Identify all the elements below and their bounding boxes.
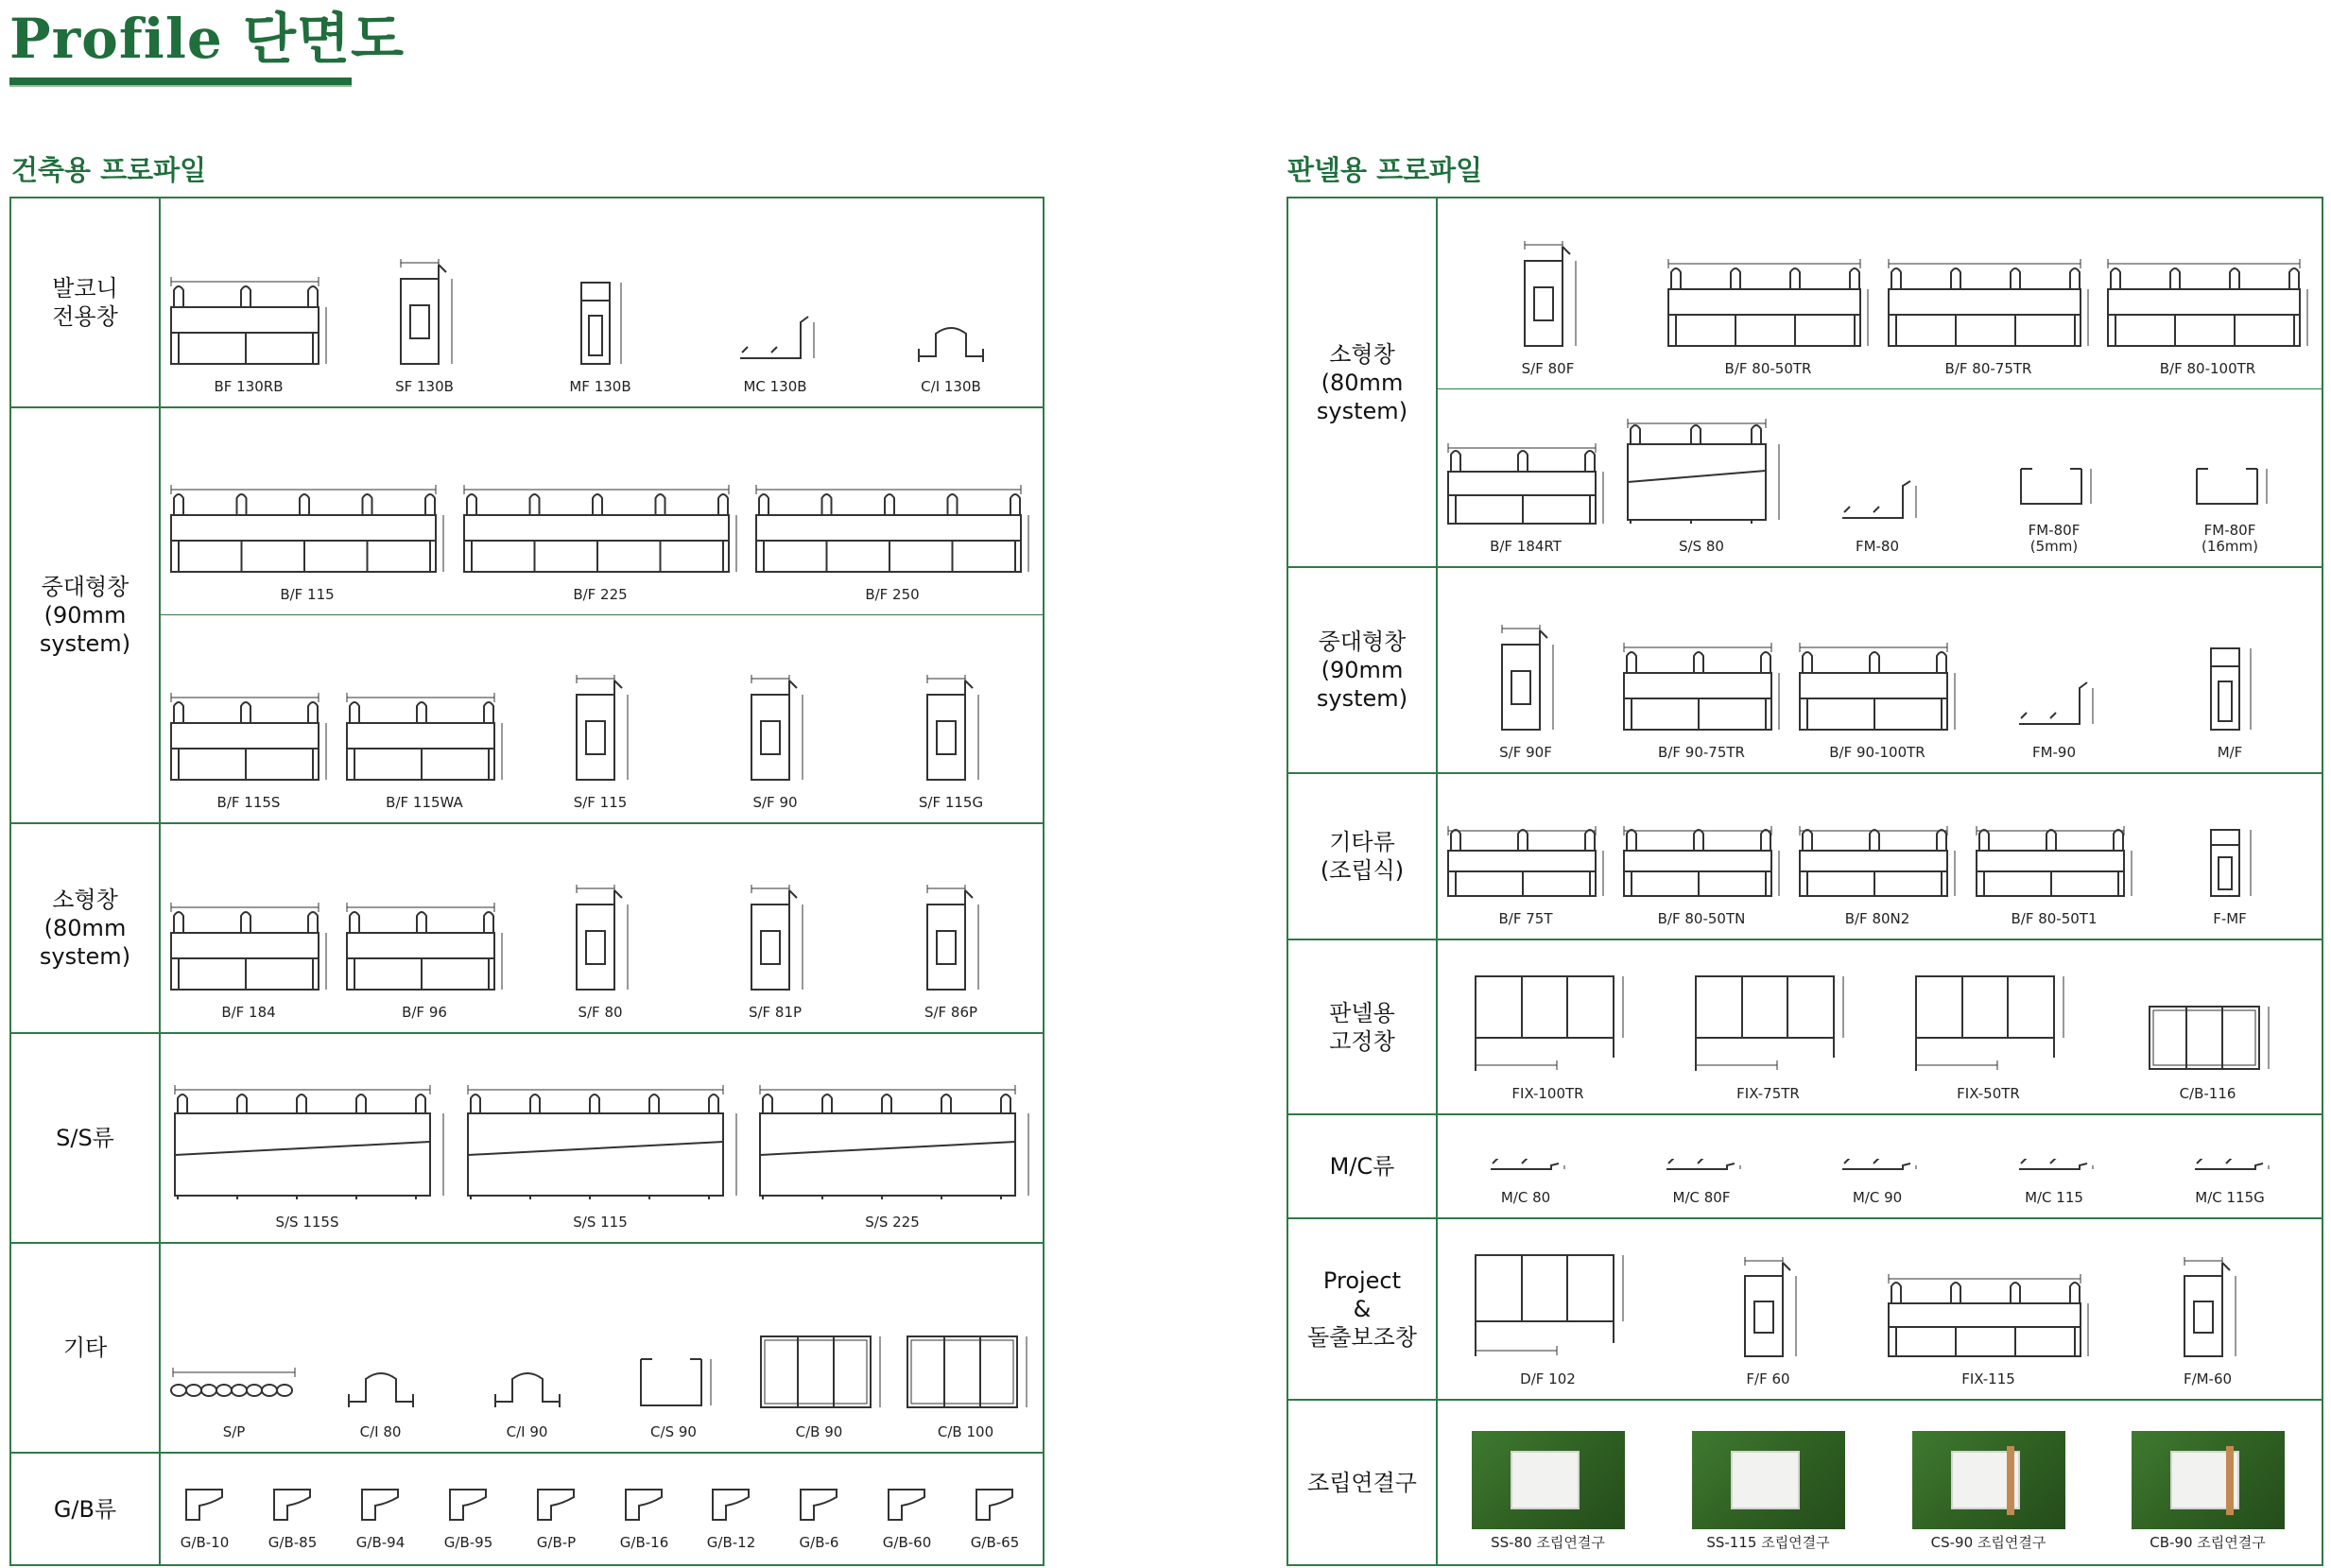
- profile-code-label: FIX-50TR: [1957, 1085, 2020, 1102]
- profile-code-label: FM-80F (5mm): [2028, 522, 2081, 555]
- profile-item: [1614, 823, 1789, 927]
- profile-item: [161, 482, 454, 603]
- profile-section-drawing: [2203, 820, 2256, 902]
- profile-group: [1438, 1115, 2322, 1217]
- profile-item: [2098, 256, 2318, 377]
- profile-code-label: D/F 102: [1520, 1370, 1576, 1387]
- profile-item: [337, 259, 512, 395]
- profile-section-drawing: [751, 1082, 1034, 1205]
- profile-section-drawing: [458, 1082, 742, 1205]
- profile-item: [454, 482, 747, 603]
- profile-code-label: CS-90 조립연결구: [1930, 1534, 2046, 1551]
- profile-item: [1658, 967, 1878, 1102]
- profile-section-drawing: [165, 1082, 449, 1205]
- profile-item: [863, 675, 1039, 811]
- profile-code-label: SS-80 조립연결구: [1491, 1534, 1605, 1551]
- profile-code-label: B/F 75T: [1498, 910, 1553, 927]
- profile-section-drawing: [391, 259, 458, 370]
- profile-code-label: F/F 60: [1746, 1370, 1790, 1387]
- profile-section-drawing: [631, 1335, 717, 1415]
- category-label: 발코니 전용창: [11, 198, 161, 406]
- profile-item: [1966, 823, 2142, 927]
- profile-section-drawing: [165, 274, 332, 370]
- profile-code-label: S/F 115G: [918, 794, 984, 811]
- profile-item: [1658, 1257, 1878, 1387]
- category-label: 중대형창 (90mm system): [11, 408, 161, 822]
- profile-section-drawing: [751, 482, 1034, 577]
- profile-section-drawing: [733, 302, 818, 370]
- profile-section-drawing: [1835, 467, 1920, 529]
- profile-section-drawing: [1908, 967, 2069, 1077]
- profile-section-drawing: [1442, 440, 1609, 529]
- profile-code-label: B/F 184RT: [1490, 538, 1562, 555]
- profile-section-drawing: [1468, 1246, 1629, 1362]
- profile-section-drawing: [1468, 967, 1629, 1077]
- category-row: [11, 1244, 1043, 1454]
- profile-section-drawing: [567, 675, 633, 785]
- profile-group: [1438, 774, 2322, 939]
- category-label: 소형창 (80mm system): [1288, 198, 1438, 566]
- profile-code-label: S/F 90F: [1499, 744, 1552, 761]
- category-row: [11, 198, 1043, 408]
- profile-item: [161, 274, 337, 395]
- profile-code-label: G/B-85: [268, 1534, 318, 1551]
- profile-item: [161, 1082, 454, 1231]
- category-row: [11, 1034, 1043, 1244]
- profile-code-label: MF 130B: [569, 378, 631, 395]
- profile-group: [161, 615, 1043, 822]
- category-row: [1288, 198, 2322, 568]
- profile-code-label: M/C 80F: [1672, 1189, 1731, 1206]
- profile-item: [687, 302, 863, 395]
- profile-section-drawing: [918, 675, 984, 785]
- profile-code-label: S/F 80F: [1521, 360, 1575, 377]
- profile-item: [746, 1082, 1039, 1231]
- profile-section-drawing: [1794, 640, 1960, 735]
- profile-section-drawing: [2175, 1257, 2241, 1362]
- profile-item: [2142, 820, 2318, 927]
- profile-code-label: FM-90: [2031, 744, 2077, 761]
- connector-photo: [1692, 1431, 1845, 1529]
- profile-section-drawing: [881, 1482, 934, 1525]
- profile-code-label: FM-80F (16mm): [2201, 522, 2258, 555]
- profile-item: [1966, 1159, 2142, 1206]
- profile-code-label: FIX-75TR: [1736, 1085, 1800, 1102]
- category-row: [1288, 1401, 2322, 1564]
- profile-code-label: M/C 115G: [2195, 1189, 2265, 1206]
- profile-section-drawing: [918, 885, 984, 995]
- profile-code-label: B/F 80-50TN: [1657, 910, 1746, 927]
- profile-section-drawing: [165, 900, 332, 995]
- profile-code-label: G/B-P: [536, 1534, 577, 1551]
- profile-code-label: B/F 90-100TR: [1829, 744, 1925, 761]
- category-row: [1288, 1115, 2322, 1219]
- profile-section-drawing: [1688, 967, 1849, 1077]
- profile-section-drawing: [1794, 823, 1960, 902]
- profile-item: [600, 1482, 688, 1551]
- profile-code-label: B/F 115: [280, 586, 335, 603]
- profile-item: [1966, 450, 2142, 555]
- profile-code-label: S/F 90: [752, 794, 798, 811]
- profile-group: [1438, 1401, 2322, 1562]
- profile-section-drawing: [1663, 256, 1873, 352]
- profile-item: [1789, 640, 1965, 761]
- profile-section-drawing: [1883, 1271, 2094, 1362]
- profile-section-drawing: [1659, 1159, 1744, 1180]
- profile-section-drawing: [341, 900, 508, 995]
- profile-section-drawing: [341, 690, 508, 785]
- profile-code-label: S/F 115: [573, 794, 628, 811]
- profile-item: [1614, 416, 1789, 555]
- profile-item: [863, 314, 1039, 395]
- profile-section-drawing: [2102, 256, 2313, 352]
- profile-section-drawing: [793, 1482, 846, 1525]
- profile-section-drawing: [1442, 823, 1609, 902]
- profile-section-drawing: [490, 1359, 565, 1415]
- profile-section-drawing: [618, 1482, 671, 1525]
- profile-code-label: C/B 100: [937, 1423, 994, 1440]
- profile-section-drawing: [2012, 1159, 2097, 1180]
- profile-section-drawing: [2187, 1159, 2272, 1180]
- left-section-heading: 건축용 프로파일: [11, 154, 207, 186]
- profile-item: [1878, 1271, 2098, 1387]
- profile-section-drawing: [530, 1482, 583, 1525]
- profile-code-label: C/I 80: [359, 1423, 402, 1440]
- profile-code-label: B/F 80N2: [1844, 910, 1910, 927]
- profile-section-drawing: [1618, 416, 1785, 529]
- profile-section-drawing: [1618, 823, 1785, 902]
- category-label: Project & 돌출보조창: [1288, 1219, 1438, 1399]
- category-label: 조립연결구: [1288, 1401, 1438, 1564]
- profile-item: [249, 1482, 337, 1551]
- profile-item: [2098, 989, 2318, 1102]
- category-row: [11, 408, 1043, 824]
- profile-group: [1438, 389, 2322, 566]
- profile-section-drawing: [458, 482, 742, 577]
- profile-item: [863, 1482, 951, 1551]
- profile-group: [1438, 198, 2322, 389]
- profile-section-drawing: [343, 1359, 419, 1415]
- profile-group: [161, 824, 1043, 1032]
- profile-code-label: G/B-12: [706, 1534, 756, 1551]
- category-label: G/B류: [11, 1454, 161, 1564]
- profile-code-label: G/B-10: [180, 1534, 230, 1551]
- profile-section-drawing: [1735, 1257, 1802, 1362]
- profile-code-label: B/F 80-50TR: [1724, 360, 1812, 377]
- profile-item: [951, 1482, 1039, 1551]
- profile-group: [1438, 568, 2322, 772]
- title-underline: [9, 78, 352, 85]
- profile-item: [1658, 256, 1878, 377]
- profile-code-label: M/C 80: [1500, 1189, 1551, 1206]
- profile-code-label: M/C 115: [2025, 1189, 2083, 1206]
- profile-item: [512, 675, 688, 811]
- category-row: [1288, 774, 2322, 940]
- profile-section-drawing: [165, 482, 449, 577]
- profile-item: [1878, 256, 2098, 377]
- profile-section-drawing: [2012, 450, 2097, 513]
- connector-photo: [1472, 1431, 1625, 1529]
- profile-item: [161, 690, 337, 811]
- profile-code-label: G/B-94: [355, 1534, 406, 1551]
- profile-item: [1438, 241, 1658, 377]
- profile-section-drawing: [1493, 625, 1559, 735]
- profile-code-label: S/P: [222, 1423, 246, 1440]
- category-row: [11, 824, 1043, 1034]
- profile-item: [1878, 967, 2098, 1102]
- profile-item: [161, 900, 337, 1021]
- category-row: [1288, 568, 2322, 774]
- profile-item: [746, 482, 1039, 603]
- profile-section-drawing: [574, 271, 627, 370]
- profile-item: [1966, 667, 2142, 761]
- title-underline-shadow: [9, 85, 352, 87]
- profile-code-label: F/M-60: [2183, 1370, 2233, 1387]
- profile-item: [1789, 467, 1965, 555]
- profile-item: [600, 1335, 747, 1440]
- panel-profile-table: [1286, 197, 2323, 1566]
- profile-code-label: S/S 115S: [275, 1214, 339, 1231]
- profile-section-drawing: [2012, 667, 2097, 735]
- category-label: 기타: [11, 1244, 161, 1452]
- profile-code-label: F-MF: [2213, 910, 2247, 927]
- right-section-heading: 판넬용 프로파일: [1287, 154, 1483, 186]
- profile-section-drawing: [1483, 1159, 1568, 1180]
- category-row: [1288, 1219, 2322, 1401]
- profile-section-drawing: [165, 1353, 302, 1415]
- profile-code-label: B/F 115WA: [386, 794, 463, 811]
- profile-section-drawing: [742, 675, 808, 785]
- profile-group: [161, 1244, 1043, 1452]
- profile-code-label: S/S 225: [865, 1214, 920, 1231]
- profile-code-label: B/F 184: [221, 1004, 276, 1021]
- profile-code-label: B/F 90-75TR: [1658, 744, 1745, 761]
- profile-item: [337, 900, 512, 1021]
- profile-item: [1438, 823, 1614, 927]
- profile-code-label: C/B-116: [2179, 1085, 2236, 1102]
- profile-code-label: FIX-115: [1961, 1370, 2015, 1387]
- profile-section-drawing: [442, 1482, 495, 1525]
- profile-item: [1438, 1246, 1658, 1387]
- profile-item: [2142, 1159, 2318, 1206]
- profile-code-label: FIX-100TR: [1511, 1085, 1584, 1102]
- profile-item: [746, 1317, 892, 1440]
- profile-item: [2142, 637, 2318, 761]
- category-label: M/C류: [1288, 1115, 1438, 1217]
- category-row: [11, 1454, 1043, 1564]
- profile-item: [1438, 1159, 1614, 1206]
- connector-photo: [1912, 1431, 2065, 1529]
- profile-item: [1789, 823, 1965, 927]
- profile-section-drawing: [753, 1317, 886, 1415]
- profile-item: [687, 1482, 775, 1551]
- profile-section-drawing: [1971, 823, 2137, 902]
- profile-item: [2142, 450, 2318, 555]
- profile-code-label: G/B-6: [799, 1534, 839, 1551]
- profile-code-label: B/F 115S: [216, 794, 281, 811]
- profile-code-label: S/S 115: [573, 1214, 628, 1231]
- profile-group: [161, 198, 1043, 406]
- profile-code-label: SS-115 조립연결구: [1706, 1534, 1830, 1551]
- profile-code-label: CB-90 조립연결구: [2150, 1534, 2266, 1551]
- profile-section-drawing: [742, 885, 808, 995]
- profile-group: [161, 1034, 1043, 1242]
- profile-code-label: S/F 81P: [748, 1004, 803, 1021]
- profile-section-drawing: [705, 1482, 758, 1525]
- profile-section-drawing: [2187, 450, 2272, 513]
- profile-section-drawing: [2203, 637, 2256, 735]
- profile-section-drawing: [354, 1482, 407, 1525]
- profile-code-label: G/B-95: [443, 1534, 493, 1551]
- profile-code-label: C/B 90: [795, 1423, 843, 1440]
- profile-code-label: C/S 90: [650, 1423, 697, 1440]
- category-label: S/S류: [11, 1034, 161, 1242]
- profile-item: [1789, 1159, 1965, 1206]
- profile-code-label: B/F 80-100TR: [2159, 360, 2256, 377]
- profile-code-label: BF 130RB: [214, 378, 284, 395]
- profile-code-label: FM-80: [1855, 538, 1900, 555]
- profile-group: [161, 408, 1043, 615]
- profile-item: [512, 271, 688, 395]
- category-label: 중대형창 (90mm system): [1288, 568, 1438, 772]
- profile-item: [2098, 1431, 2318, 1551]
- profile-code-label: S/F 80: [578, 1004, 623, 1021]
- profile-section-drawing: [267, 1482, 319, 1525]
- profile-item: [424, 1482, 512, 1551]
- profile-section-drawing: [913, 314, 989, 370]
- profile-code-label: B/F 250: [865, 586, 920, 603]
- profile-code-label: G/B-60: [882, 1534, 932, 1551]
- profile-code-label: MC 130B: [743, 378, 807, 395]
- profile-code-label: B/F 225: [573, 586, 628, 603]
- profile-item: [892, 1317, 1039, 1440]
- category-row: [1288, 940, 2322, 1115]
- profile-code-label: M/C 90: [1852, 1189, 1903, 1206]
- profile-code-label: S/S 80: [1679, 538, 1724, 555]
- profile-item: [337, 690, 512, 811]
- profile-code-label: C/I 90: [506, 1423, 548, 1440]
- profile-item: [454, 1082, 747, 1231]
- profile-code-label: G/B-65: [970, 1534, 1020, 1551]
- profile-code-label: M/F: [2217, 744, 2243, 761]
- profile-code-label: SF 130B: [395, 378, 454, 395]
- architectural-profile-table: [9, 197, 1045, 1566]
- profile-item: [1438, 1431, 1658, 1551]
- profile-item: [1614, 640, 1789, 761]
- profile-item: [775, 1482, 863, 1551]
- profile-item: [2098, 1257, 2318, 1387]
- profile-item: [1878, 1431, 2098, 1551]
- profile-item: [863, 885, 1039, 1021]
- profile-item: [1438, 967, 1658, 1102]
- profile-section-drawing: [969, 1482, 1022, 1525]
- connector-photo: [2132, 1431, 2285, 1529]
- profile-code-label: C/I 130B: [921, 378, 981, 395]
- profile-item: [337, 1482, 424, 1551]
- profile-section-drawing: [1515, 241, 1581, 352]
- profile-section-drawing: [1618, 640, 1785, 735]
- profile-item: [454, 1359, 600, 1440]
- profile-section-drawing: [179, 1482, 232, 1525]
- profile-item: [512, 885, 688, 1021]
- profile-item: [687, 885, 863, 1021]
- profile-group: [1438, 1219, 2322, 1399]
- profile-code-label: B/F 80-75TR: [1944, 360, 2032, 377]
- page-title: Profile 단면도: [9, 7, 406, 71]
- category-label: 소형창 (80mm system): [11, 824, 161, 1032]
- profile-section-drawing: [567, 885, 633, 995]
- profile-item: [161, 1482, 249, 1551]
- profile-item: [1614, 1159, 1789, 1206]
- profile-section-drawing: [900, 1317, 1032, 1415]
- profile-item: [687, 675, 863, 811]
- profile-item: [161, 1353, 307, 1440]
- profile-section-drawing: [165, 690, 332, 785]
- profile-item: [307, 1359, 454, 1440]
- profile-group: [1438, 940, 2322, 1113]
- profile-code-label: B/F 96: [402, 1004, 447, 1021]
- profile-code-label: S/F 86P: [924, 1004, 978, 1021]
- profile-section-drawing: [1835, 1159, 1920, 1180]
- profile-code-label: B/F 80-50T1: [2011, 910, 2098, 927]
- profile-section-drawing: [2142, 989, 2274, 1077]
- profile-section-drawing: [1883, 256, 2094, 352]
- profile-item: [1658, 1431, 1878, 1551]
- category-label: 판넬용 고정창: [1288, 940, 1438, 1113]
- profile-item: [1438, 625, 1614, 761]
- profile-code-label: G/B-16: [619, 1534, 669, 1551]
- profile-item: [512, 1482, 600, 1551]
- category-label: 기타류 (조립식): [1288, 774, 1438, 939]
- profile-group: [161, 1454, 1043, 1562]
- profile-item: [1438, 440, 1614, 555]
